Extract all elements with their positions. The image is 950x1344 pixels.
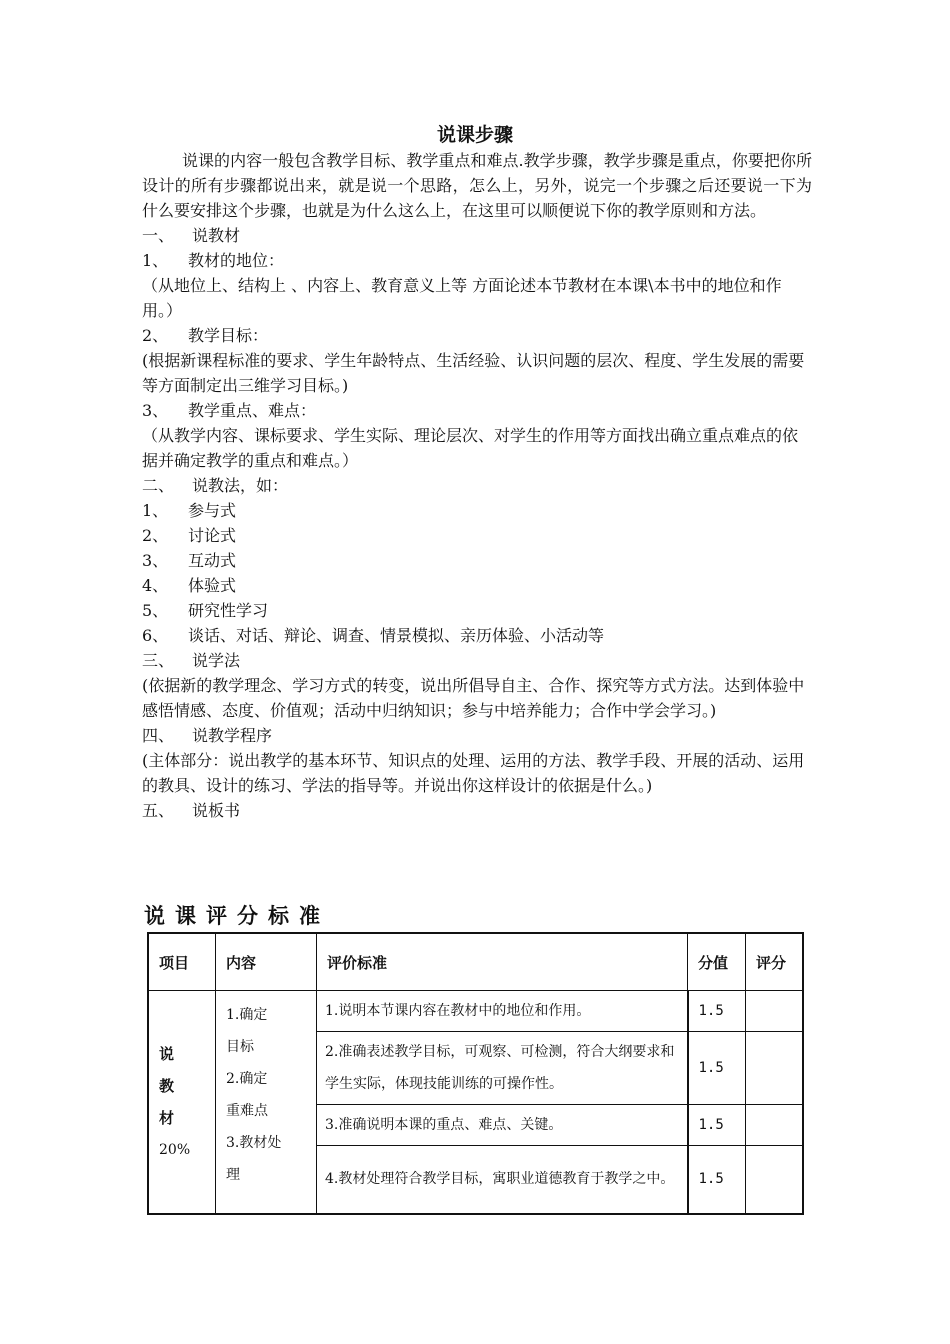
- paragraph: (依据新的教学理念、学习方式的转变，说出所倡导自主、合作、探究等方式方法。达到体验中感悟情感、态度、价值观；活动中归纳知识；参与中培养能力；合作中学会学习。): [142, 676, 805, 720]
- grade-cell[interactable]: [746, 1146, 804, 1214]
- score-cell: 1.5: [688, 1032, 746, 1105]
- score-cell: 1.5: [688, 1105, 746, 1146]
- header-criteria: 评价标准: [317, 933, 688, 991]
- criterion-cell: 2.准确表述教学目标，可观察、可检测，符合大纲要求和学生实际，体现技能训练的可操作性。: [317, 1032, 688, 1105]
- header-grade: 评分: [746, 933, 804, 991]
- section-heading: 四、 说教学程序: [142, 726, 273, 745]
- criterion-cell: 3.准确说明本课的重点、难点、关键。: [317, 1105, 688, 1146]
- header-score: 分值: [688, 933, 746, 991]
- paragraph: (主体部分：说出教学的基本环节、知识点的处理、运用的方法、教学手段、开展的活动、运用的教具、设计的练习、学法的指导等。并说出你这样设计的依据是什么。): [142, 751, 805, 795]
- list-item: 2、 讨论式: [142, 526, 237, 545]
- grade-cell[interactable]: [746, 991, 804, 1032]
- list-item: 4、 体验式: [142, 576, 237, 595]
- paragraph: (根据新课程标准的要求、学生年龄特点、生活经验、认识问题的层次、程度、学生发展的需要等方面制定出三维学习目标。): [142, 351, 805, 395]
- section-heading: 三、 说学法: [142, 651, 241, 670]
- header-content: 内容: [216, 933, 317, 991]
- section-heading: 一、 说教材: [142, 226, 241, 245]
- scoring-table: [147, 932, 804, 1215]
- list-item: 6、 谈话、对话、辩论、调查、情景模拟、亲历体验、小活动等: [142, 626, 605, 645]
- score-cell: 1.5: [688, 1146, 746, 1214]
- page-title: 说课步骤: [436, 124, 513, 146]
- header-item: 项目: [148, 933, 216, 991]
- criterion-cell: 1.说明本节课内容在教材中的地位和作用。: [317, 991, 688, 1032]
- table-heading: 说课评分标准: [144, 904, 330, 928]
- category-cell: 说 教 材 20%: [148, 991, 216, 1214]
- subsection-heading: 3、 教学重点、难点：: [142, 401, 317, 420]
- table-header-row: [148, 933, 803, 991]
- grade-cell[interactable]: [746, 1105, 804, 1146]
- document-body: [142, 148, 812, 823]
- paragraph: （从教学内容、课标要求、学生实际、理论层次、对学生的作用等方面找出确立重点难点的依据并确定教学的重点和难点。）: [142, 426, 799, 470]
- grade-cell[interactable]: [746, 1032, 804, 1105]
- paragraph: （从地位上、结构上 、内容上、教育意义上等 方面论述本节教材在本课\本书中的地位和作用。）: [142, 276, 782, 320]
- intro-paragraph: 说课的内容一般包含教学目标、教学重点和难点.教学步骤，教学步骤是重点，你要把你所设计的所有步骤都说出来，就是说一个思路，怎么上，另外，说完一个步骤之后还要说一下为什么要安排这个步骤，也就是为什么这么上，在这里可以顺便说下你的教学原则和方法。: [142, 151, 812, 220]
- subsection-heading: 1、 教材的地位：: [142, 251, 285, 270]
- section-heading: 二、 说教法，如：: [142, 476, 289, 495]
- category-percent: 20%: [159, 1141, 191, 1158]
- list-item: 5、 研究性学习: [142, 601, 269, 620]
- table-row: [148, 991, 803, 1032]
- score-cell: 1.5: [688, 991, 746, 1032]
- subitems-cell: 1.确定 目标 2.确定 重难点 3.教材处 理: [216, 991, 317, 1214]
- list-item: 3、 互动式: [142, 551, 237, 570]
- subsection-heading: 2、 教学目标：: [142, 326, 269, 345]
- section-heading: 五、 说板书: [142, 801, 241, 820]
- list-item: 1、 参与式: [142, 501, 237, 520]
- criterion-cell: 4.教材处理符合教学目标，寓职业道德教育于教学之中。: [317, 1146, 688, 1214]
